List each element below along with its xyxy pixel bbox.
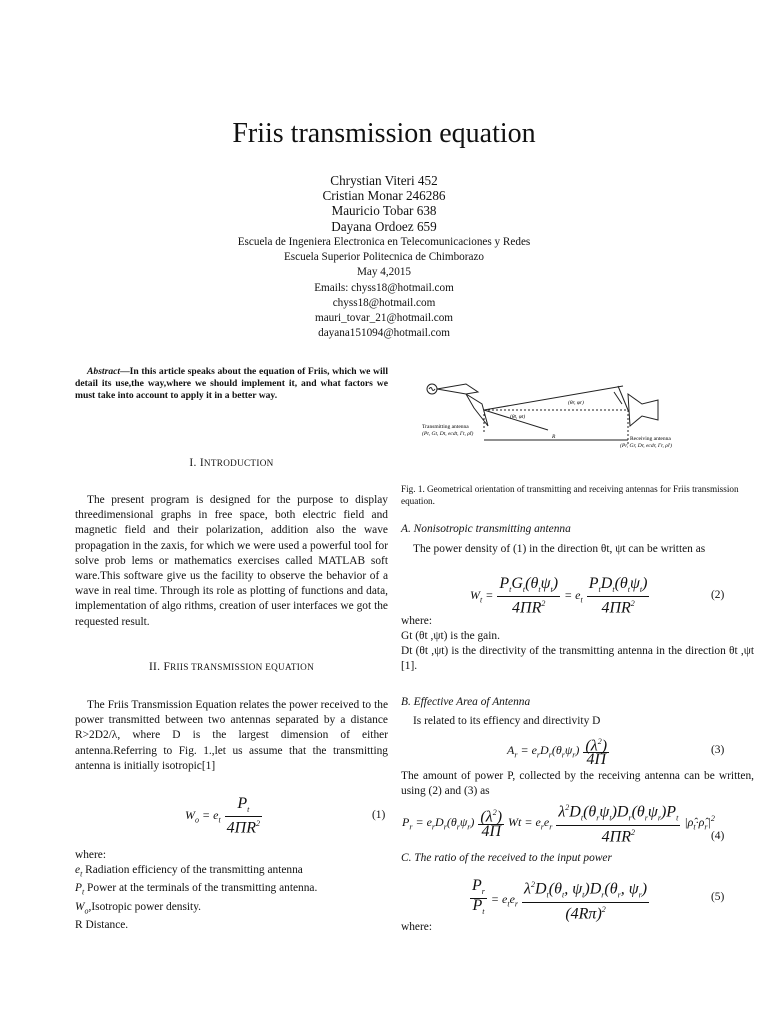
author: Cristian Monar 246286 [322, 188, 446, 204]
author: Dayana Ordoez 659 [331, 218, 437, 234]
equation-2-number: (2) [711, 589, 725, 601]
equation-1-number: (1) [372, 809, 386, 821]
intro-paragraph: The present program is designed for the purpose to display threedimensional graphs in free space, both electric field and magnetic field and their polarization, addition also the wave propagation in the zaxis, for which we were used a powerful tool for solve prob lems or mathematics exercises called MATLAB soft ware.This software give us the facility to observe the behavior of a wave in real time. Through its role as plotting of functions and data, implementation of algo rithms, creation of user interfaces we got the requested result. [75, 494, 388, 628]
antenna-figure [418, 374, 738, 464]
definition-list [75, 863, 388, 934]
author: Mauricio Tobar 638 [331, 203, 437, 219]
section-heading-introduction: I. INTRODUCTION [189, 457, 274, 469]
author: Chrystian Viteri 452 [330, 173, 438, 188]
affiliation-line: Escuela de Ingeniera Electronica en Telecomunicaciones y Redes [237, 236, 531, 248]
directivity-definition: Dt (θt ,ψt) is the directivity of the transmitting antenna in the direction θt ,ψt [1]. [401, 645, 754, 673]
angle-t-label: (θt, φt) [510, 414, 526, 420]
email: dayana151094@hotmail.com [318, 327, 450, 340]
where-label: where: [401, 921, 432, 933]
equation-3: $A_r = e_rD_r(\theta_r\psi_r)$ $\frac{(\lambda^2)}{4\Pi}$ [507, 737, 608, 769]
angle-r-label: (θr, φr) [568, 400, 584, 406]
definition-item: $P_t$ Power at the terminals of the transmitting antenna. [75, 882, 318, 897]
equation-1: $W_o = e_t$ $\frac{P_t}{4\Pi R^2}$ [185, 795, 260, 837]
equation-5-number: (5) [711, 891, 725, 903]
abstract-text: —In this article speaks about the equation of Friis, which we will detail its use,the way,where we should implement it, and what factors we must take into account to apply it in a better way. [75, 366, 388, 402]
tx-antenna-feed [437, 384, 478, 394]
subsection-b-text-2: The amount of power P, collected by the receiving antenna can be written, using (2) and (3) as [401, 770, 754, 798]
where-label: where: [401, 615, 432, 627]
subsection-b-heading: B. Effective Area of Antenna [401, 696, 531, 708]
equation-2: $W_t$ = $\frac{P_tG_t(\theta_t\psi_t)}{4\Pi R^2}$ = $e_t$ $\frac{P_tD_t(\theta_t\psi_t)}{4\Pi R^2}$ [470, 575, 648, 617]
email: mauri_tovar_21@hotmail.com [315, 312, 453, 325]
definition-item: $W_o,Isotropic$ power density. [75, 900, 202, 916]
abstract-label: Abstract [87, 366, 121, 377]
tx-params: (Pt, Gt, Dt, ecdt, Γt, ρ̂t) [422, 431, 474, 437]
subsection-a-heading: A. Nonisotropic transmitting antenna [401, 523, 571, 535]
tx-label: Transmitting antenna [422, 424, 469, 430]
rx-label: Receiving antenna [630, 436, 671, 442]
equation-4: $P_r = e_rD_r(\theta_r\psi_r)$ $\frac{(\lambda^2)}{4\Pi}$ $Wt = e_re_r$ $\frac{\lambda^2D_t(\theta_r\psi_t)D_r(\theta_r\psi_r)P_t}{4\Pi R^2}$ $|\rhô_t\cdot\rhô_r|^2$ [402, 803, 715, 845]
friis-paragraph: The Friis Transmission Equation relates the power received to the power transmitted between two antennas separated by a distance R>2D2/λ, where D is the largest dimension of either antenna.Referring to Fig. 1.,let us assume that the transmitting antenna is initially isotropic[1] [75, 699, 388, 772]
equation-5: $\frac{P_r}{P_t}$ = $e_te_r$ $\frac{\lambda^2D_t(\theta_t, \psi_t)D_r(\theta_r, \psi_r)}{(4R\pi)^2}$ [472, 877, 648, 922]
affiliation-line: Escuela Superior Politecnica de Chimborazo [283, 251, 485, 264]
paper-title: Friis transmission equation [232, 118, 536, 149]
subsection-c-heading: C. The ratio of the received to the input power [401, 852, 612, 864]
subsection-a-text: The power density of (1) in the direction θt, ψt can be written as [413, 543, 706, 555]
definition-item: $e_t$ Radiation efficiency of the transmitting antenna [75, 864, 303, 879]
email: Emails: chyss18@hotmail.com [314, 281, 454, 294]
definition-item: R Distance. [75, 919, 129, 932]
date: May 4,2015 [356, 266, 412, 279]
affiliation-block [0, 235, 768, 341]
rx-antenna [628, 394, 658, 426]
subsection-b-text: Is related to its effiency and directivity D [413, 715, 601, 727]
email: chyss18@hotmail.com [332, 296, 436, 309]
rx-params: (Pr, Gr, Dr, ecdr, Γr, ρ̂r) [620, 443, 672, 449]
section-heading-friis: II. FRIIS TRANSMISSION EQUATION [148, 661, 315, 673]
author-list [0, 173, 768, 234]
abstract [75, 366, 388, 403]
gain-definition: Gt (θt ,ψt) is the gain. [401, 630, 500, 642]
figure-caption: Fig. 1. Geometrical orientation of transmitting and receiving antennas for Friis transmission equation. [401, 484, 739, 506]
equation-3-number: (3) [711, 744, 725, 756]
distance-label: R [552, 434, 556, 440]
where-label: where: [75, 849, 106, 861]
equation-4-number: (4) [711, 830, 725, 842]
